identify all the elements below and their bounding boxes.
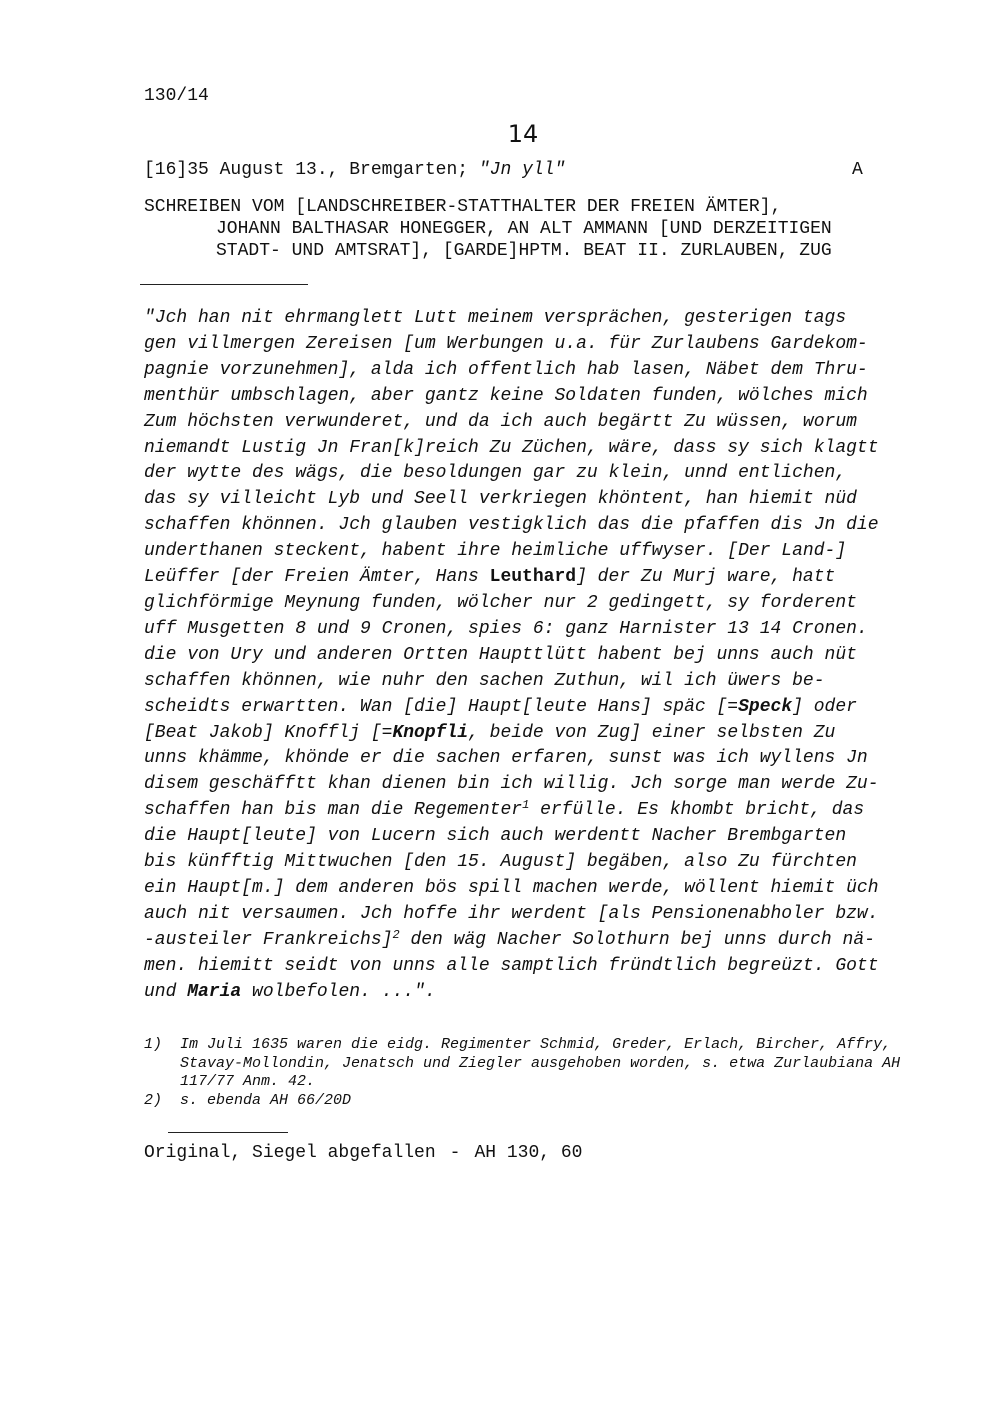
source-text: Original, Siegel abgefallen [144,1143,436,1163]
body-text: scheidts erwartten. Wan [die] Haupt[leute Hans] späc [= [144,696,739,717]
body-text: schaffen han bis man die Regementer [144,800,523,821]
body-line: Zum höchsten verwunderet, und da ich auch begärtt Zu wüssen, worum [144,411,857,432]
body-line: die Haupt[leute] von Lucern sich auch werdentt Nacher Brembgarten [144,826,847,847]
body-text: erfülle. Es khombt bricht, das [529,800,865,821]
document-number: 14 [507,120,539,148]
body-line: underthanen steckent, habent ihre heimliche uffwyser. [Der Land-] [144,541,847,562]
bold-name-leuthard: Leuthard [489,567,577,588]
footnote-2 [144,1092,924,1111]
body-line: men. hiemitt seidt von unns alle samptlich fründtlich begreüzt. Gott [144,955,879,976]
page-reference: 130/14 [144,86,209,106]
body-line: auch nit versaumen. Jch hoffe ihr werdent [als Pensionenabholer bzw. [144,903,879,924]
body-line: unns khämme, khönde er die sachen erfaren, sunst was ich wyllens Jn [144,748,868,769]
body-text: [Beat Jakob] Knofflj [= [144,722,393,743]
body-line: bis künfftig Mittwuchen [den 15. August] begäben, also Zu fürchten [144,852,857,873]
bold-name-knopfli: Knopfli [392,722,469,743]
document-label: A [852,160,863,180]
body-line: ein Haupt[m.] dem anderen bös spill machen werde, wöllent hiemit üch [144,877,879,898]
divider [140,284,308,285]
body-line: uff Musgetten 8 und 9 Cronen, spies 6: ganz Harnister 13 14 Cronen. [144,618,868,639]
body-line [144,695,924,721]
footnote-text: s. ebenda AH 66/20D [180,1091,352,1109]
title-line-1: SCHREIBEN VOM [LANDSCHREIBER-STATTHALTER DER FREIEN ÄMTER], [144,197,782,217]
body-line: disem geschäfftt khan dienen bin ich willig. Jch sorge man werde Zu- [144,774,879,795]
body-line: schaffen khönnen. Jch glauben vestigklich das die pfaffen dis Jn die [144,515,879,536]
body-line: die von Ury und anderen Ortten Haupttlütt habent bej unns auch nüt [144,644,857,665]
footnote-ref-2: 2 [392,927,400,942]
body-line: gen villmergen Zereisen [um Werbungen u.a. für Zurlaubens Gardekom- [144,333,868,354]
footnote-text: Im Juli 1635 waren die eidg. Regimenter Schmid, Greder, Erlach, Bircher, Affry, Stavay-Mollondin, Jenatsch und Ziegler ausgehoben worden, s. etwa Zurlaubiana AH 117/77 Anm. 42. [180,1036,901,1090]
body-line [144,565,924,591]
title-line-2: JOHANN BALTHASAR HONEGGER, AN ALT AMMANN [UND DERZEITIGEN [216,219,832,239]
body-text: Leüffer [der Freien Ämter, Hans [144,567,490,588]
document-title [144,196,924,262]
body-text: den wäg Nacher Solothurn bej unns durch nä- [399,929,875,950]
divider [168,1132,288,1133]
body-line: das sy villeicht Lyb und Seell verkriegen khöntent, han hiemit nüd [144,489,857,510]
footnote-ref-1: 1 [522,798,530,813]
body-line: "Jch han nit ehrmanglett Lutt meinem versprächen, gesterigen tags [144,308,847,328]
dateline-quote: "Jn yll" [478,160,566,180]
body-text: ] der Zu Murj ware, hatt [576,567,836,588]
letter-body [144,306,924,1005]
dateline [144,160,565,180]
footnotes [144,1036,924,1110]
body-line: der wytte des wägs, die besoldungen gar zu klein, unnd entlichen, [144,463,847,484]
body-line: glichförmige Meynung funden, wölcher nur 2 gedingett, sy forderent [144,592,857,613]
body-line [144,980,924,1006]
archive-reference: AH 130, 60 [474,1143,583,1163]
body-line [144,721,924,747]
body-line: schaffen khönnen, wie nuhr den sachen Zuthun, wil ich üwers be- [144,670,825,691]
body-line: niemandt Lustig Jn Fran[k]reich Zu Züchen, wäre, dass sy sich klagtt [144,437,879,458]
date-place: [16]35 August 13., Bremgarten; [144,160,479,180]
bold-name-maria: Maria [187,981,242,1002]
body-text: und [144,981,188,1002]
body-text: , beide von Zug] einer selbsten Zu [468,722,836,743]
body-text: ] oder [792,696,857,717]
body-line [144,928,924,954]
footnote-number: 2) [144,1091,163,1109]
body-text: wolbefolen. ...". [241,981,436,1002]
body-text: -austeiler Frankreichs] [144,929,393,950]
bold-name-speck: Speck [738,696,793,717]
source-line [144,1143,583,1163]
footnote-1 [144,1036,924,1092]
source-separator: - [449,1143,461,1163]
body-line: pagnie vorzunehmen], alda ich offentlich hab lasen, Näbet dem Thru- [144,359,868,380]
body-line: menthür umbschlagen, aber gantz keine Soldaten funden, wölches mich [144,385,868,406]
footnote-number: 1) [144,1036,163,1053]
body-line [144,798,924,824]
title-line-3: STADT- UND AMTSRAT], [GARDE]HPTM. BEAT II. ZURLAUBEN, ZUG [216,241,832,261]
